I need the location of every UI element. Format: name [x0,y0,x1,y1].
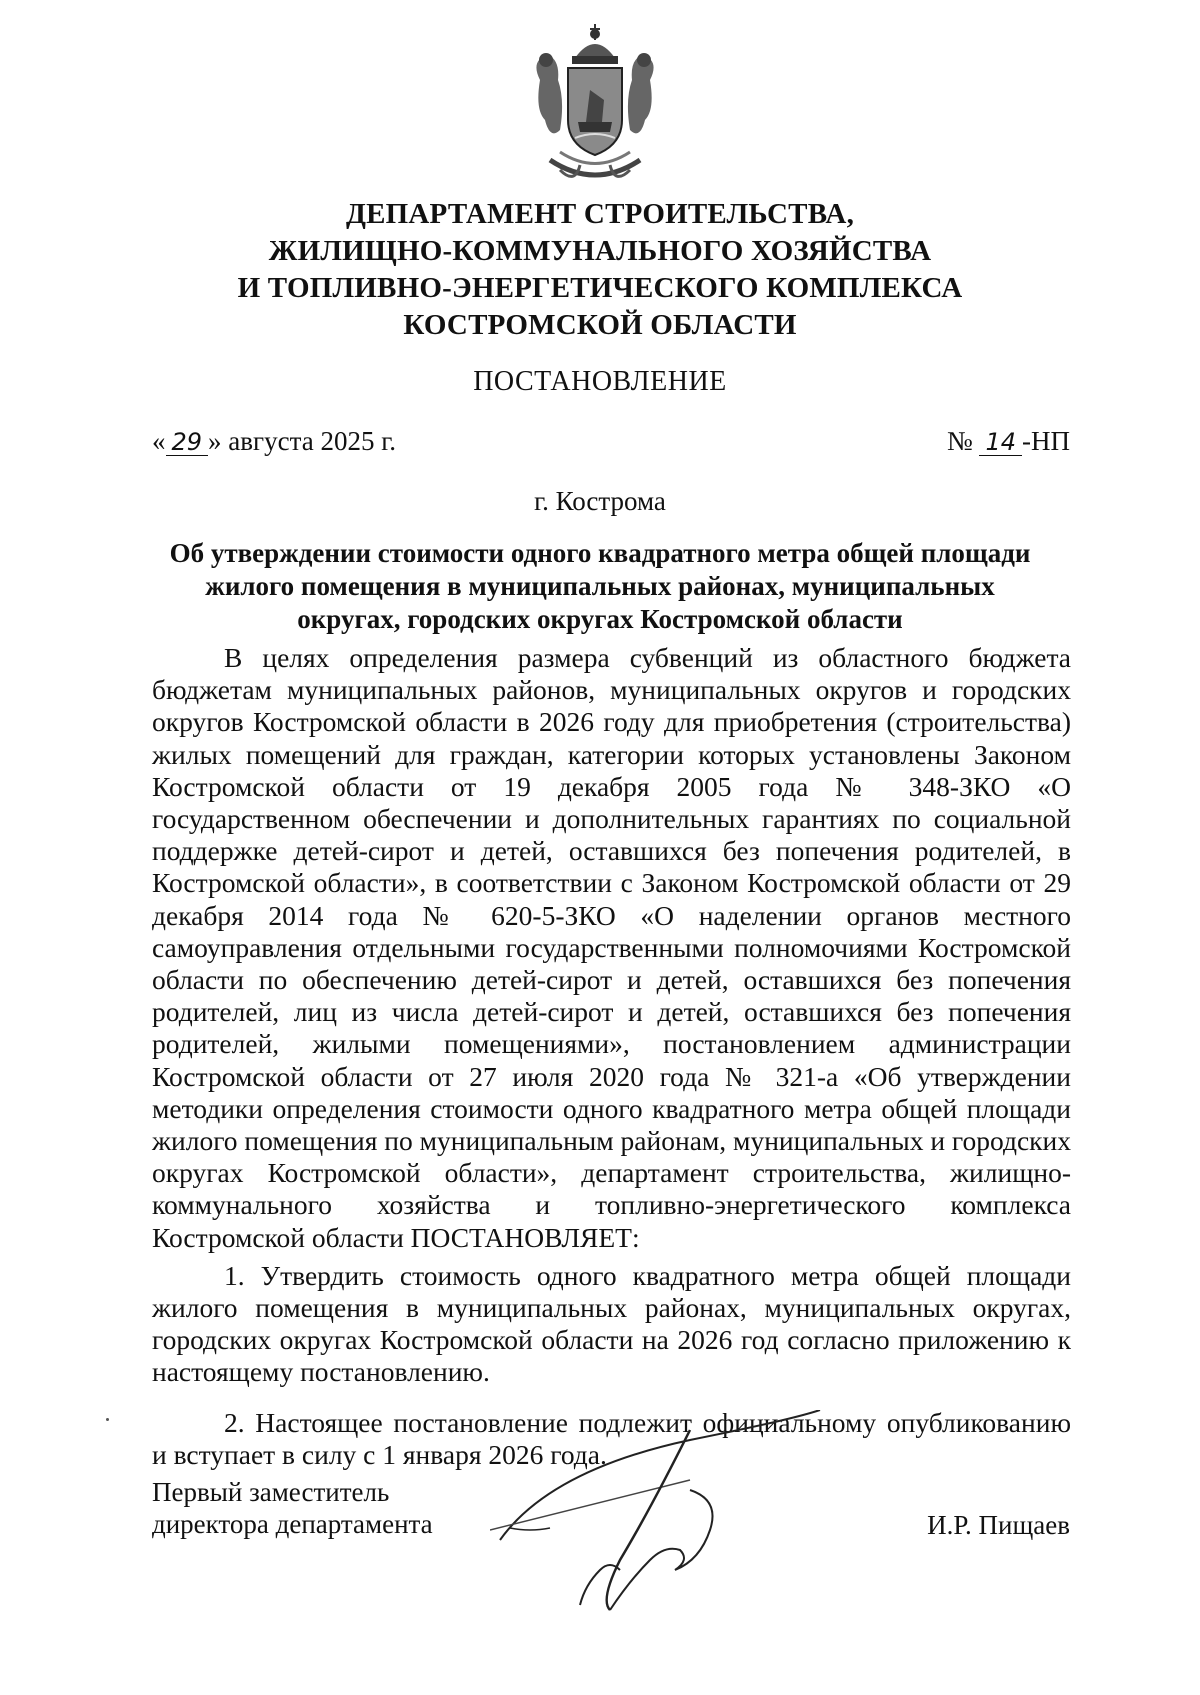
date-day-handwritten: 29 [166,429,209,456]
number-prefix: № [946,426,973,456]
header-line: ДЕПАРТАМЕНТ СТРОИТЕЛЬСТВА, [345,198,855,230]
signatory-position [152,1476,433,1540]
title-line: жилого помещения в муниципальных районах, муниципальных [205,571,995,601]
document-date [152,426,396,457]
handwritten-signature-icon [490,1410,830,1620]
number-handwritten: 14 [979,429,1022,456]
document-number [947,426,1070,457]
resolution-item-2: 2. Настоящее постановление подлежит официальному опубликованию и вступает в силу с 1 января 2026 года. [152,1406,1071,1470]
header-line: И ТОПЛИВНО-ЭНЕРГЕТИЧЕСКОГО КОМПЛЕКСА [237,272,963,304]
resolution-item-1: 1. Утвердить стоимость одного квадратного метра общей площади жилого помещения в муниципальных районах, муниципальных округах, городских округах Костромской области на 2026 год согласно приложению к настоящему постановлению. [152,1259,1071,1388]
signatory-position-line: директора департамента [152,1509,433,1539]
signatory-position-line: Первый заместитель [152,1477,390,1507]
document-body [152,642,1071,1471]
signatory-name: И.Р. Пищаев [927,1510,1070,1540]
date-month-year: » августа 2025 г. [208,426,396,456]
title-line: Об утверждении стоимости одного квадратного метра общей площади [169,538,1031,568]
document-type: ПОСТАНОВЛЕНИЕ [473,366,727,397]
title-line: округах, городских округах Костромской области [297,604,903,634]
date-open-quote: « [152,426,166,456]
document-title [140,537,1060,636]
preamble-paragraph: В целях определения размера субвенций из областного бюджета бюджетам муниципальных районов, муниципальных округов и городских округов Костромской области в 2026 году для приобретения (строительства) жилых помещений для граждан, категории которых установлены Законом Костромской области от 19 декабря 2005 года № 348-ЗКО «О государственном обеспечении и дополнительных гарантиях по социальной поддержке детей-сирот и детей, оставшихся без попечения родителей, в Костромской области», в соответствии с Законом Костромской области от 29 декабря 2014 года № 620-5-ЗКО «О наделении органов местного самоуправления отдельными государственными полномочиями Костромской области по обеспечению детей-сирот и детей, оставшихся без попечения родителей, лиц из числа детей-сирот и детей, оставшихся без попечения родителей, жилыми помещениями», постановлением администрации Костромской области от 27 июля 2020 года № 321-а «Об утверждении методики определения стоимости одного квадратного метра общей площади жилого помещения по муниципальным районам, муниципальных и городских округах Костромской области», департамент строительства, жилищно-коммунального хозяйства и топливно-энергетического комплекса Костромской области ПОСТАНОВЛЯЕТ: [152,642,1071,1253]
kostroma-coat-of-arms-icon [520,20,670,195]
scan-artifact [106,1418,109,1421]
number-suffix: -НП [1022,426,1070,456]
department-header [150,196,1050,344]
header-line: КОСТРОМСКОЙ ОБЛАСТИ [403,309,797,341]
header-line: ЖИЛИЩНО-КОММУНАЛЬНОГО ХОЗЯЙСТВА [268,235,932,267]
document-city: г. Кострома [534,486,666,516]
